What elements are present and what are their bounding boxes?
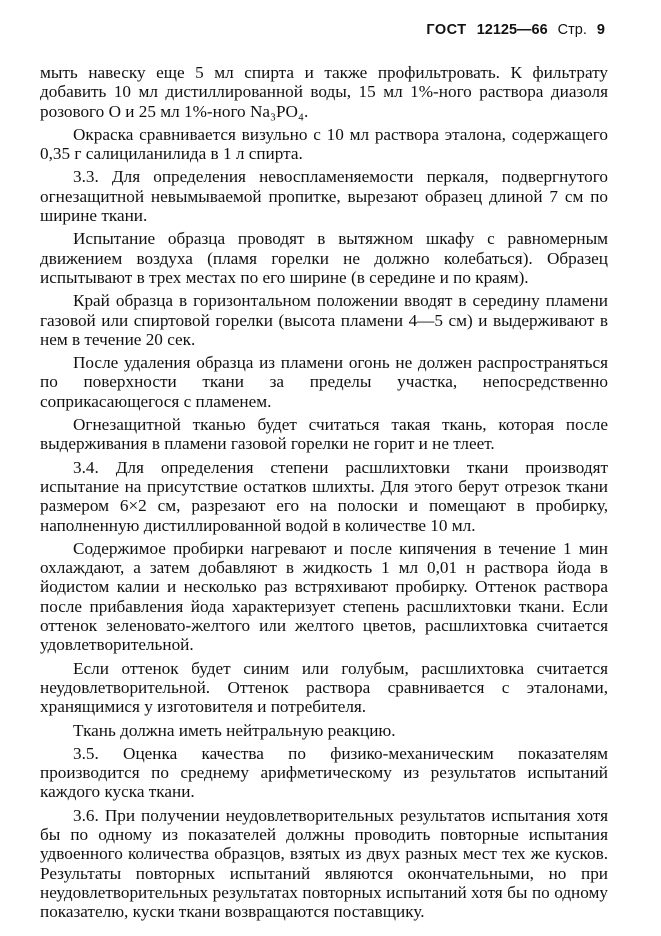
paragraph-test-conditions: Испытание образца проводят в вытяжном шкафу с равномерным движением воздуха (пламя горелки не должно колебаться). Образец испытывают в трех местах по его ширине (в середине и по краям). bbox=[40, 229, 608, 287]
paragraph-section-3-4: 3.4. Для определения степени расшлихтовки ткани производят испытание на присутствие остатков шлихты. Для этого берут отрезок ткани размером 6×2 см, разрезают его на полоски и помещают в пробирку, наполненную дистиллированной водой в количестве 10 мл. bbox=[40, 457, 608, 535]
page-number: 9 bbox=[596, 22, 605, 38]
paragraph-neutral-reaction: Ткань должна иметь нейтральную реакцию. bbox=[73, 720, 396, 740]
standard-label: ГОСТ bbox=[426, 22, 467, 38]
paragraph-flame-spread: После удаления образца из пламени огонь не должен распространяться по поверхности ткани за пределы участка, непосредственно соприкасающегося с пламенем. bbox=[40, 353, 608, 411]
body-text bbox=[40, 63, 608, 921]
paragraph-continuation: мыть навеску еще 5 мл спирта и также профильтровать. К фильтрату добавить 10 мл дистиллированной воды, 15 мл 1%-ного раствора диазоля розового О и 25 мл 1%-ного Na₃PO₄. bbox=[40, 63, 608, 121]
paragraph-unsatisfactory-shade: Если оттенок будет синим или голубым, расшлихтовка считается неудовлетворительной. Оттенок раствора сравнивается с эталонами, хранящимися у изготовителя и потребителя. bbox=[40, 658, 608, 717]
page-header bbox=[426, 22, 605, 38]
paragraph-section-3-6: 3.6. При получении неудовлетворительных результатов испытания хотя бы по одному из показателей должны проводить повторные испытания удвоенного количества образцов, взятых из двух разных мест тех же кусков. Результаты повторных испытаний являются окончательными, но при неудовлетворительных результатах повторных испытаний хотя бы по одному показателю, куски ткани возвращаются поставщику. bbox=[40, 805, 608, 922]
page-label: Стр. bbox=[557, 22, 587, 38]
paragraph-fireproof-criterion: Огнезащитной тканью будет считаться такая ткань, которая после выдерживания в пламени газовой горелки не горит и не тлеет. bbox=[40, 415, 608, 454]
paragraph-iodine-test: Содержимое пробирки нагревают и после кипячения в течение 1 мин охлаждают, а затем добавляют в жидкость 1 мл 0,01 н раствора йода в йодистом калии и несколько раз встряхивают пробирку. Оттенок раствора после прибавления йода характеризует степень расшлихтовки ткани. Если оттенок зеленовато-желтого или желтого цветов, расшлихтовка считается удовлетворительной. bbox=[40, 538, 608, 655]
paragraph-flame-exposure: Край образца в горизонтальном положении вводят в середину пламени газовой или спиртовой горелки (высота пламени 4—5 см) и выдерживают в нем в течение 20 сек. bbox=[40, 291, 608, 349]
paragraph-section-3-5: 3.5. Оценка качества по физико-механическим показателям производится по среднему арифметическому из результатов испытаний каждого куска ткани. bbox=[40, 743, 608, 802]
paragraph-section-3-3: 3.3. Для определения невоспламеняемости перкаля, подвергнутого огнезащитной невымываемой пропитке, вырезают образец длиной 7 см по ширине ткани. bbox=[40, 167, 608, 226]
paragraph-etalon-comparison: Окраска сравнивается визульно с 10 мл раствора эталона, содержащего 0,35 г салициланилида в 1 л спирта. bbox=[40, 124, 608, 164]
standard-number: 12125—66 bbox=[476, 22, 548, 38]
